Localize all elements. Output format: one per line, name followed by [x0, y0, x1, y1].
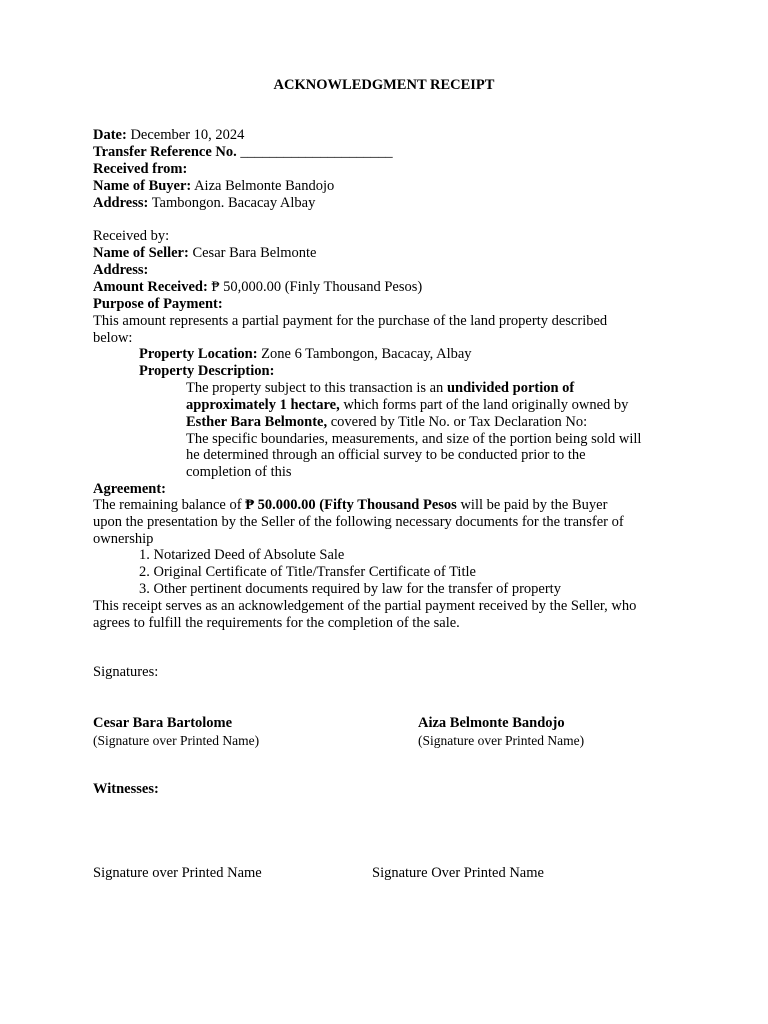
buyer-label: Name of Buyer: [93, 178, 192, 194]
desc-emphasis: Esther Bara Belmonte, [186, 414, 328, 430]
buyer-signature-caption: (Signature over Printed Name) [418, 733, 585, 748]
buyer-line [93, 178, 334, 195]
agreement-line-1 [93, 497, 607, 514]
closing-line-2: agrees to fulfill the requirements for the completion of the sale. [93, 615, 460, 631]
witnesses-label: Witnesses: [93, 781, 159, 797]
transfer-reference-blank: _____________________ [240, 144, 393, 160]
buyer-value: Aiza Belmonte Bandojo [191, 178, 335, 194]
seller-label: Name of Seller: [93, 245, 189, 261]
date-label: Date: [93, 127, 127, 143]
desc-text: covered by Title No. or Tax Declaration No: [327, 414, 588, 430]
date-line [93, 127, 244, 144]
property-description-line-5: he determined through an official survey to be conducted prior to the [186, 447, 586, 463]
property-description-line-4: The specific boundaries, measurements, and size of the portion being sold will [186, 431, 642, 447]
agreement-line-2: upon the presentation by the Seller of the following necessary documents for the transfer of [93, 514, 624, 530]
agreement-text: The remaining balance of [93, 497, 246, 513]
witness-signature-right: Signature Over Printed Name [372, 865, 544, 881]
witness-signature-left: Signature over Printed Name [93, 865, 262, 881]
property-description-line-3 [186, 414, 587, 431]
seller-signature-caption: (Signature over Printed Name) [93, 733, 260, 748]
document-list-item: 3. Other pertinent documents required by law for the transfer of property [139, 581, 561, 597]
purpose-label: Purpose of Payment: [93, 296, 223, 312]
property-description-line-2 [186, 397, 628, 414]
property-location-label: Property Location: [139, 346, 258, 362]
seller-value: Cesar Bara Belmonte [188, 245, 317, 261]
purpose-text-line-2: below: [93, 330, 133, 346]
desc-text: which forms part of the land originally owned by [339, 397, 629, 413]
property-description-line-6: completion of this [186, 464, 292, 480]
closing-line-1: This receipt serves as an acknowledgement of the partial payment received by the Seller, who [93, 598, 637, 614]
amount-value: ₱ 50,000.00 (Finly Thousand Pesos) [207, 279, 423, 295]
desc-emphasis: undivided portion of [446, 380, 575, 396]
buyer-address-line [93, 195, 315, 212]
transfer-reference-line [93, 144, 393, 161]
agreement-text: will be paid by the Buyer [456, 497, 608, 513]
document-title: ACKNOWLEDGMENT RECEIPT [273, 77, 495, 93]
buyer-signatory-name: Aiza Belmonte Bandojo [418, 715, 565, 731]
seller-address-label: Address: [93, 262, 149, 278]
date-value: December 10, 2024 [126, 127, 245, 143]
seller-line [93, 245, 316, 262]
amount-label: Amount Received: [93, 279, 208, 295]
agreement-balance: ₱ 50.000.00 (Fifty Thousand Pesos [245, 497, 457, 513]
amount-line [93, 279, 422, 296]
received-by-label: Received by: [93, 228, 170, 244]
signatures-label: Signatures: [93, 664, 159, 680]
seller-signatory-name: Cesar Bara Bartolome [93, 715, 233, 731]
property-description-label: Property Description: [139, 363, 275, 379]
property-location-line [139, 346, 472, 363]
buyer-address-label: Address: [93, 195, 149, 211]
purpose-text-line-1: This amount represents a partial payment for the purchase of the land property described [93, 313, 608, 329]
transfer-reference-label: Transfer Reference No. [93, 144, 241, 160]
desc-text: The property subject to this transaction is an [186, 380, 447, 396]
agreement-line-3: ownership [93, 531, 154, 547]
property-location-value: Zone 6 Tambongon, Bacacay, Albay [257, 346, 472, 362]
buyer-address-value: Tambongon. Bacacay Albay [148, 195, 316, 211]
property-description-line-1 [186, 380, 574, 397]
received-from-label: Received from: [93, 161, 188, 177]
document-list-item: 2. Original Certificate of Title/Transfer Certificate of Title [139, 564, 476, 580]
document-list-item: 1. Notarized Deed of Absolute Sale [139, 547, 345, 563]
agreement-label: Agreement: [93, 481, 167, 497]
desc-emphasis: approximately 1 hectare, [186, 397, 340, 413]
